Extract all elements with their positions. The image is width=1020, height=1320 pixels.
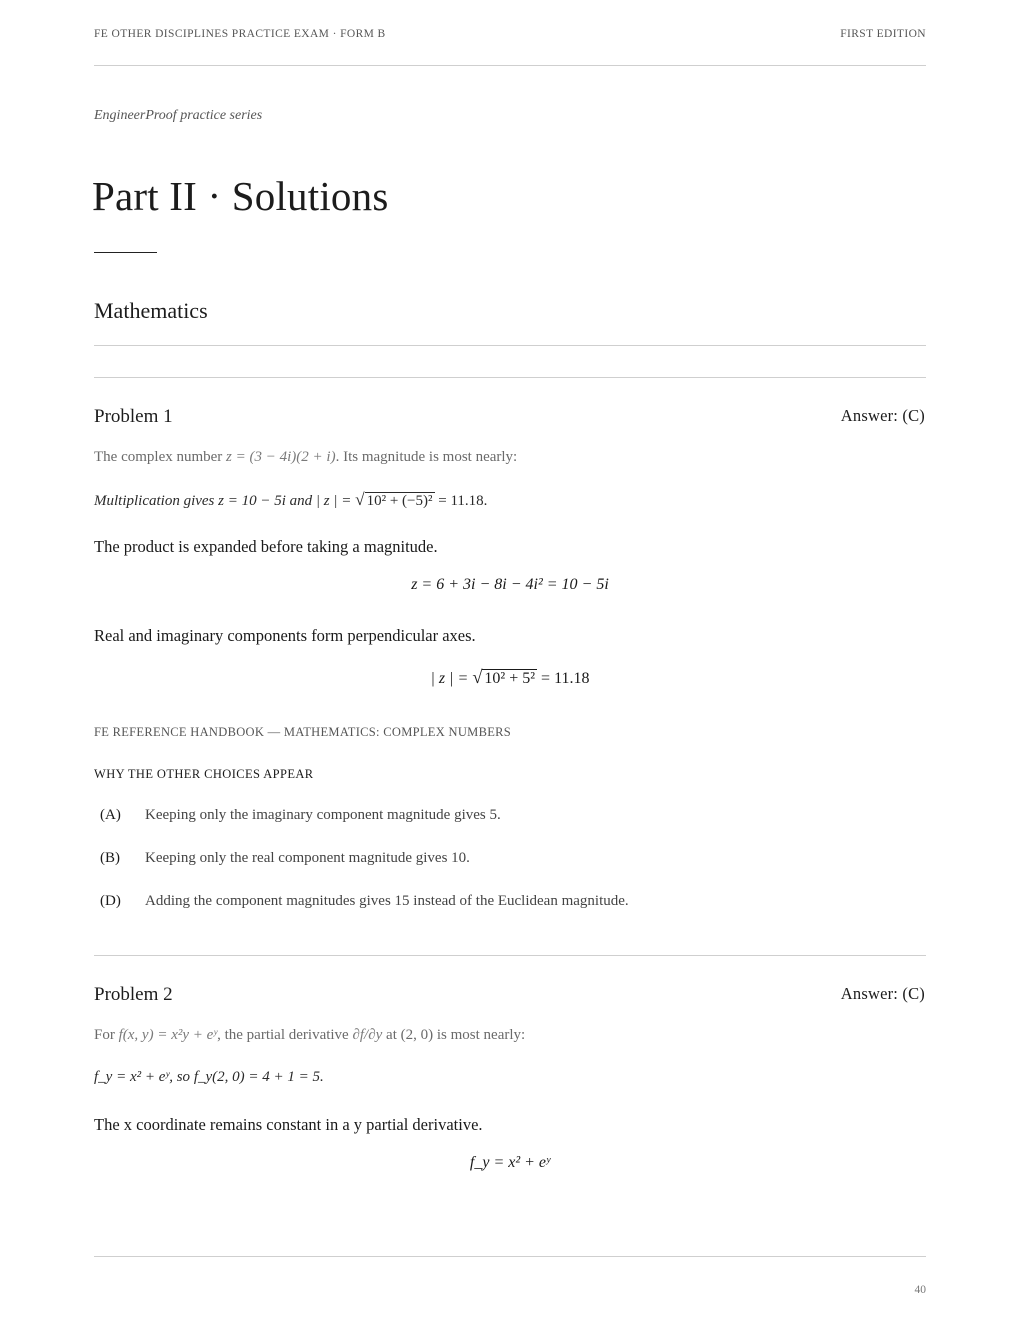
header-edition: FIRST EDITION — [840, 28, 926, 40]
stem-text: is most nearly: — [433, 1027, 526, 1043]
choice-letter: (D) — [100, 893, 121, 909]
problem-1-summary — [94, 490, 487, 510]
equation-text: | z | = — [430, 670, 473, 687]
page-number: 40 — [914, 1284, 926, 1296]
radicand: 10² + 5² — [484, 670, 536, 687]
part-title: Part II · Solutions — [92, 173, 389, 219]
summary-math: z = 10 − 5i — [218, 493, 286, 509]
stem-text: . Its magnitude is most nearly: — [335, 449, 518, 465]
stem-math: ∂f/∂y — [352, 1027, 383, 1043]
choice-letter: (B) — [100, 850, 120, 866]
choice-letter: (A) — [100, 807, 121, 823]
distractor-item — [100, 807, 501, 824]
square-root: √ 10² + 5² — [472, 667, 536, 687]
problem-2-explanation-1: The x coordinate remains constant in a y partial derivative. — [94, 1115, 483, 1134]
equation-text: z = 6 + 3i − 8i − 4i² = 10 − 5i — [411, 576, 609, 593]
choice-explanation: Adding the component magnitudes gives 15 instead of the Euclidean magnitude. — [145, 893, 629, 909]
section-title: Mathematics — [94, 298, 208, 323]
problem-2-answer: Answer: (C) — [840, 984, 925, 1003]
problem-2-heading: Problem 2 — [94, 984, 173, 1005]
running-header — [94, 28, 926, 42]
summary-text: , so — [169, 1069, 194, 1085]
choice-explanation: Keeping only the real component magnitude gives 10. — [145, 850, 470, 866]
problem-1-explanation-1: The product is expanded before taking a magnitude. — [94, 537, 438, 556]
series-label: EngineerProof practice series — [94, 108, 263, 123]
problem-2-stem — [94, 1027, 525, 1044]
problem-1-answer: Answer: (C) — [840, 406, 925, 425]
problem-divider — [94, 955, 926, 956]
why-other-choices-heading: WHY THE OTHER CHOICES APPEAR — [94, 767, 314, 781]
summary-math: | z | = — [315, 493, 356, 509]
distractor-item — [100, 850, 470, 867]
problem-1-explanation-2: Real and imaginary components form perpendicular axes. — [94, 626, 476, 645]
stem-text: For — [94, 1027, 119, 1043]
header-rule — [94, 65, 926, 66]
header-exam-title: FE OTHER DISCIPLINES PRACTICE EXAM · FORM B — [94, 28, 386, 40]
stem-math: f(x, y) = x²y + eʸ — [118, 1027, 218, 1043]
problem-divider — [94, 377, 926, 378]
title-underline — [94, 252, 157, 253]
section-rule — [94, 345, 926, 346]
stem-text: , the partial derivative — [217, 1027, 353, 1043]
distractor-item — [100, 893, 629, 910]
square-root: √ 10² + (−5)² — [355, 490, 433, 509]
stem-math: (2, 0) — [400, 1027, 434, 1043]
summary-math: = 11.18. — [434, 493, 488, 509]
summary-math: f_y(2, 0) = 4 + 1 = 5. — [193, 1069, 324, 1085]
stem-text: at — [382, 1027, 401, 1043]
problem-2-summary — [94, 1069, 324, 1086]
summary-text: Multiplication gives — [94, 493, 219, 509]
equation-text: = 11.18 — [537, 670, 590, 687]
problem-1-equation-2 — [94, 667, 926, 688]
footer-rule — [94, 1256, 926, 1257]
problem-1-heading: Problem 1 — [94, 406, 173, 427]
problem-2-equation-1 — [94, 1154, 926, 1172]
problem-1-stem — [94, 449, 517, 466]
problem-1-equation-1 — [94, 576, 926, 594]
choice-explanation: Keeping only the imaginary component magnitude gives 5. — [145, 807, 501, 823]
equation-text: f_y = x² + eʸ — [469, 1154, 551, 1171]
summary-math: f_y = x² + eʸ — [94, 1069, 170, 1085]
summary-text: and — [285, 493, 316, 509]
radicand: 10² + (−5)² — [366, 493, 433, 509]
stem-text: The complex number — [94, 449, 227, 465]
stem-math: z = (3 − 4i)(2 + i) — [226, 449, 336, 465]
problem-1-reference: FE REFERENCE HANDBOOK — MATHEMATICS: COMPLEX NUMBERS — [94, 725, 512, 739]
